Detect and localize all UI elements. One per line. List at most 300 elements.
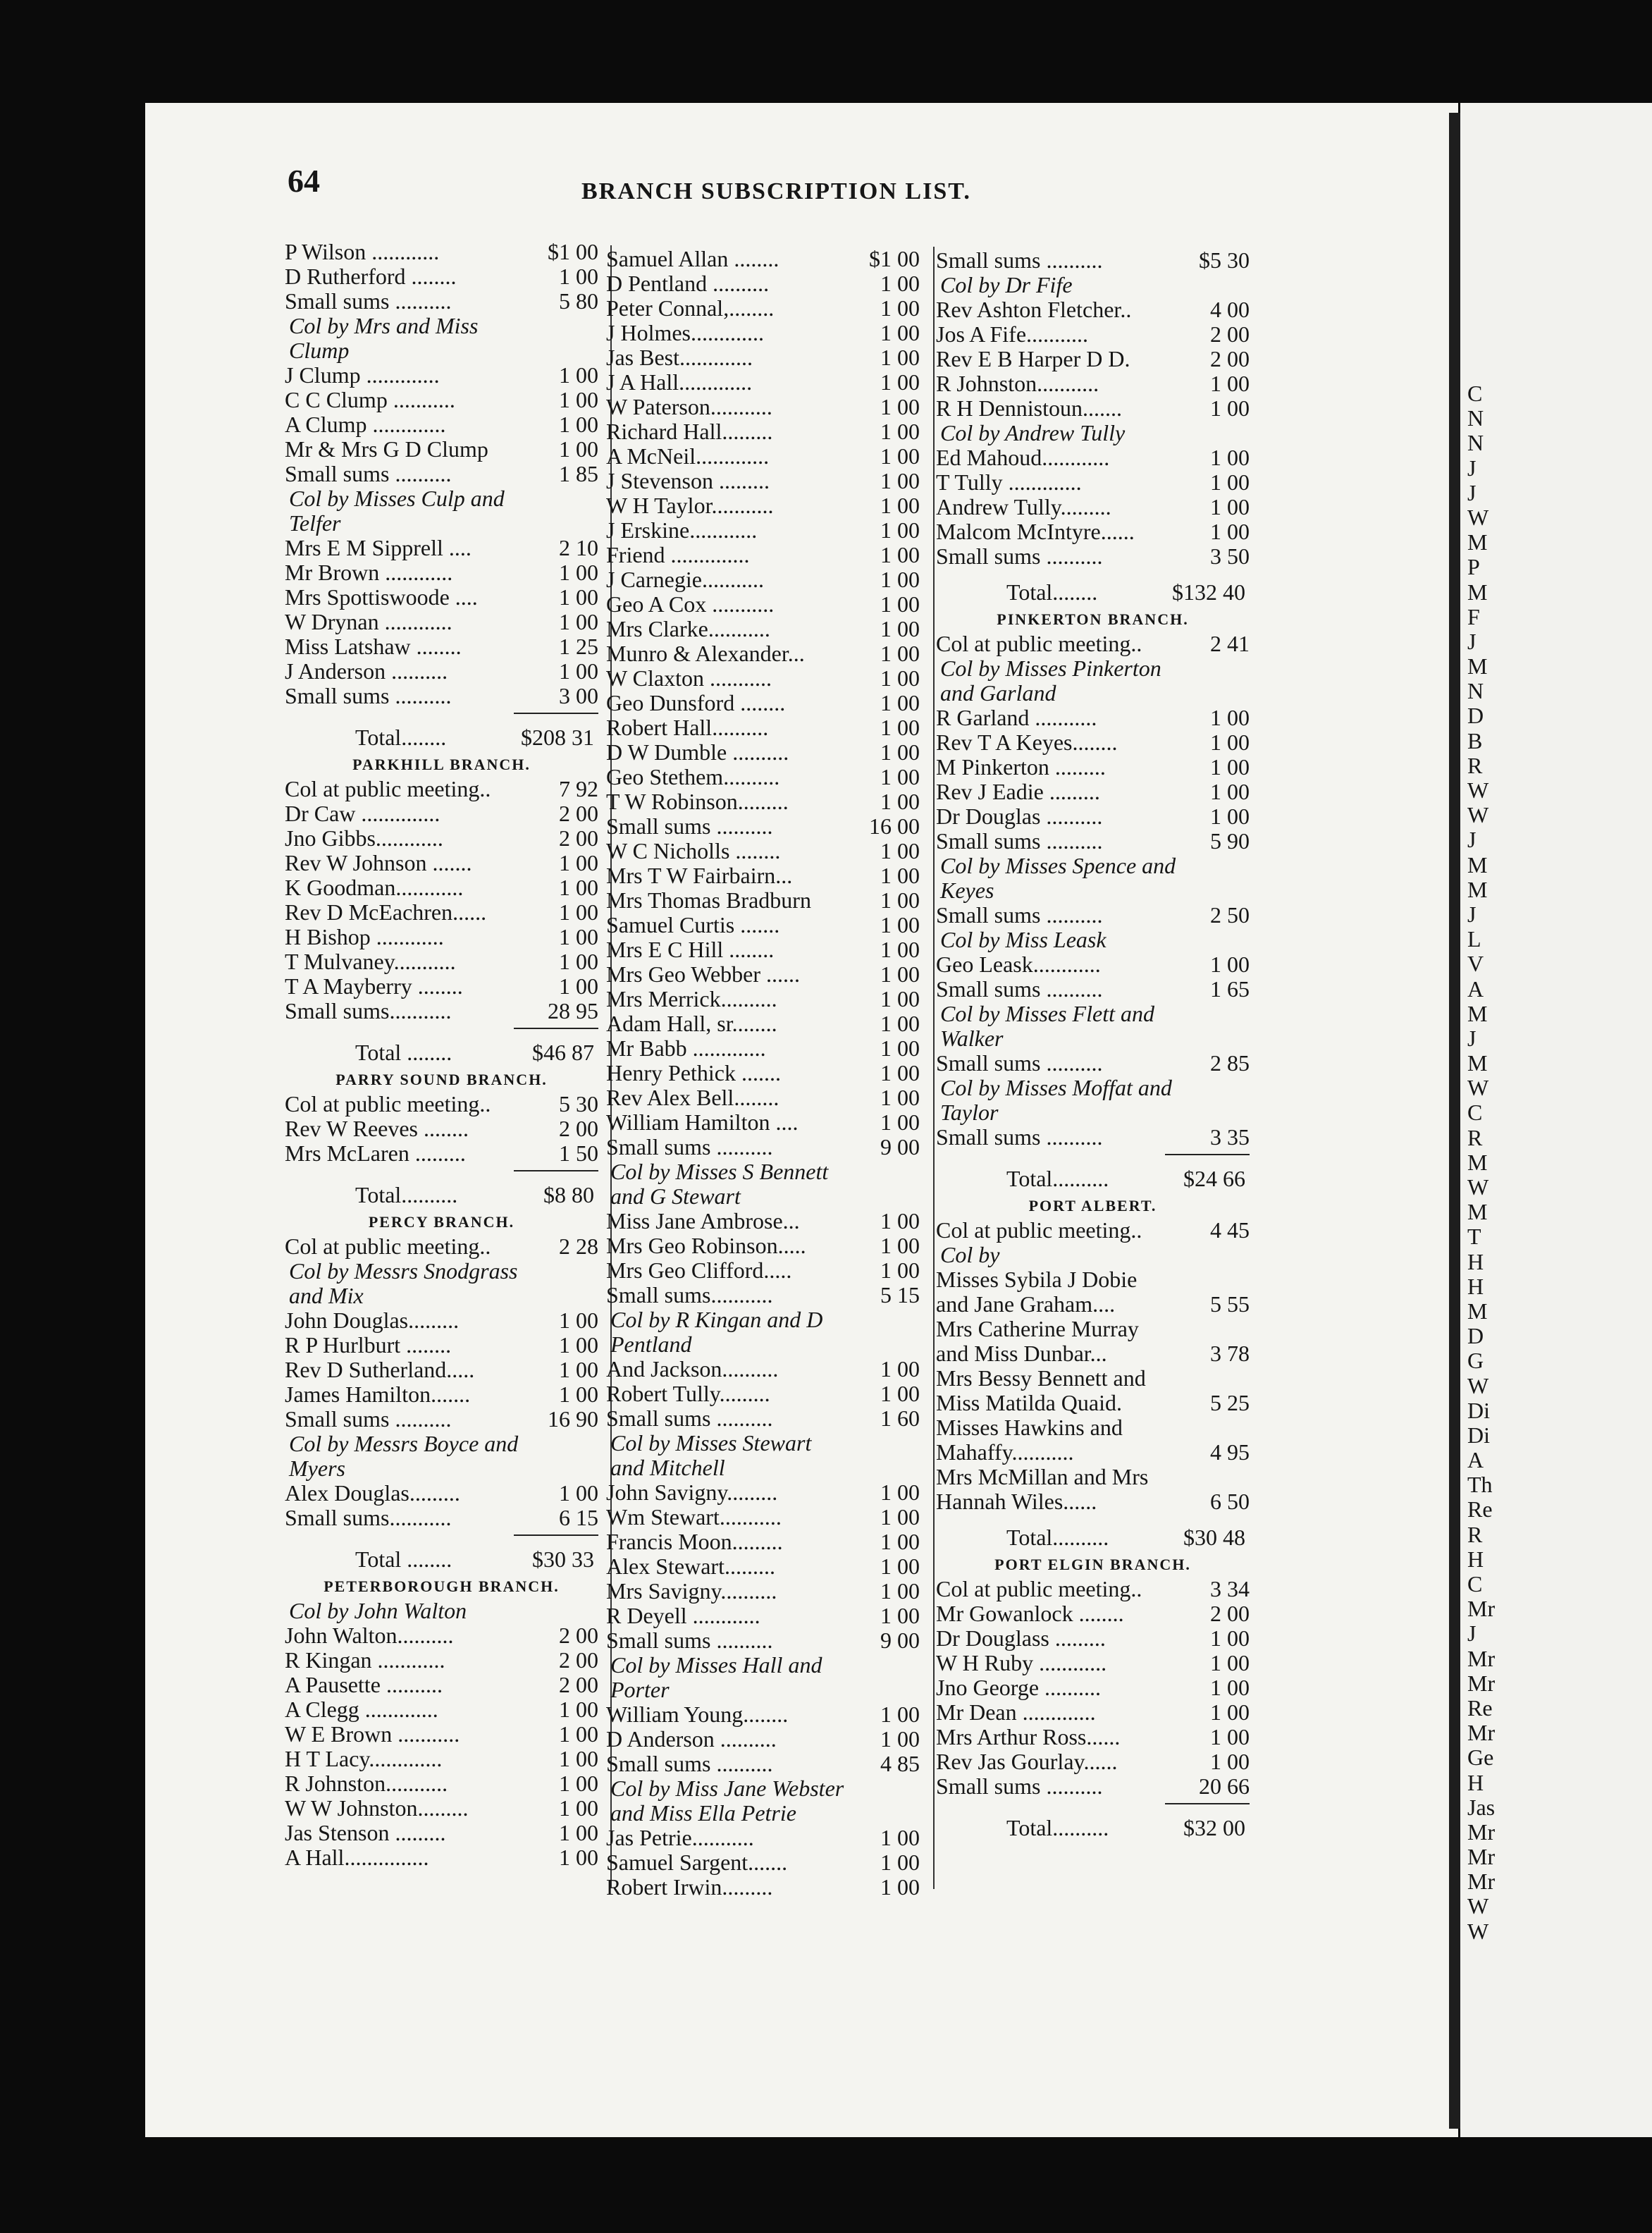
- subscriber-name: W Paterson...........: [606, 395, 772, 419]
- collector-note: Col by Mrs and Miss: [289, 313, 479, 338]
- subscriber-name: Friend ..............: [606, 543, 750, 567]
- amount: 1 00: [1210, 494, 1250, 519]
- subscription-row: [606, 1234, 920, 1258]
- collector-note: Col by Miss Leask: [940, 927, 1107, 952]
- subscription-row: [285, 974, 598, 999]
- subscription-row: [606, 1135, 920, 1159]
- subscriber-name: Mrs Savigny..........: [606, 1579, 777, 1604]
- subscriber-name: Small sums ..........: [936, 903, 1103, 928]
- subscription-row: [606, 863, 920, 888]
- subscription-row: [285, 1845, 598, 1870]
- subscriber-name: R Kingan ............: [285, 1648, 445, 1673]
- subscriber-name: John Douglas.........: [285, 1308, 460, 1333]
- subscription-row: [936, 1489, 1250, 1514]
- subscription-row: [285, 949, 598, 974]
- subscriber-name: Mr & Mrs G D Clump: [285, 437, 488, 462]
- subscription-row: [285, 1821, 598, 1845]
- facing-page-fragment: H: [1467, 1769, 1484, 1795]
- amount: 1 00: [880, 739, 920, 765]
- subscriber-name: Small sums ..........: [606, 1752, 773, 1776]
- subscriber-name: Rev Ashton Fletcher..: [936, 297, 1132, 322]
- collector-note: Col by Messrs Boyce and: [289, 1431, 519, 1456]
- subscriber-name: Small sums ..........: [606, 1406, 773, 1431]
- subscription-row: [606, 493, 920, 518]
- subscription-row: [936, 1601, 1250, 1626]
- branch-heading: PORT ALBERT.: [1028, 1197, 1157, 1214]
- branch-heading: PERCY BRANCH.: [368, 1213, 515, 1231]
- subscriber-name: W W Johnston.........: [285, 1796, 469, 1821]
- amount: 1 00: [559, 899, 598, 925]
- facing-page-fragment: J: [1467, 1620, 1477, 1647]
- facing-page-fragment: Mr: [1467, 1670, 1496, 1696]
- subscriber-name: Small sums ..........: [936, 544, 1103, 569]
- subscriber-name: Mrs Geo Clifford.....: [606, 1258, 792, 1283]
- subscription-row: [285, 1308, 598, 1333]
- subscriber-name: William Hamilton ....: [606, 1110, 799, 1135]
- subscription-row: [936, 1651, 1250, 1675]
- page-number: 64: [288, 163, 320, 199]
- subscriber-name: Small sums ..........: [285, 1407, 452, 1432]
- amount: 1 00: [559, 1746, 598, 1771]
- collector-note: Telfer: [289, 510, 341, 536]
- amount: 1 65: [1210, 976, 1250, 1002]
- amount: 4 45: [1210, 1217, 1250, 1243]
- subscription-row: [936, 829, 1250, 854]
- amount: 1 00: [880, 961, 920, 987]
- subscriber-name: Adam Hall, sr........: [606, 1011, 777, 1036]
- subscriber-name: Ed Mahoud............: [936, 445, 1110, 470]
- subscriber-name: Col at public meeting..: [285, 1092, 491, 1116]
- subscription-row: [285, 1481, 598, 1506]
- branch-heading: PORT ELGIN BRANCH.: [994, 1556, 1191, 1573]
- subscriber-name: Mrs T W Fairbairn...: [606, 863, 793, 888]
- facing-page-fragment: H: [1467, 1546, 1484, 1572]
- amount: 1 00: [880, 443, 920, 469]
- subscriber-name: Malcom McIntyre......: [936, 519, 1135, 544]
- subscription-row: [936, 1725, 1250, 1749]
- collector-note: and G Stewart: [610, 1183, 741, 1209]
- subscriber-name: Rev W Reeves ........: [285, 1116, 469, 1141]
- subscription-row: [285, 560, 598, 585]
- subscription-row: [606, 888, 920, 913]
- subscriber-name: Small sums ..........: [936, 1125, 1103, 1150]
- total-amount: $46 87: [532, 1040, 594, 1065]
- subscription-row: [606, 765, 920, 789]
- amount: 1 00: [880, 369, 920, 395]
- facing-page-fragment: Mr: [1467, 1720, 1496, 1746]
- subscription-row: [606, 395, 920, 419]
- facing-page-fragment: W: [1467, 1893, 1489, 1919]
- subscriber-name: John Savigny.........: [606, 1480, 778, 1505]
- subscription-row: [285, 388, 598, 412]
- amount: 1 00: [559, 949, 598, 974]
- amount: 5 55: [1210, 1291, 1250, 1317]
- subscriber-name: Mrs Merrick..........: [606, 987, 777, 1011]
- subscriber-name: Mr Brown ............: [285, 560, 453, 585]
- subscription-row: [285, 851, 598, 875]
- subscriber-name: Mrs Arthur Ross......: [936, 1725, 1121, 1749]
- amount: 5 30: [559, 1091, 598, 1116]
- amount: 1 00: [880, 1825, 920, 1850]
- collector-note: Col by Misses Stewart: [610, 1430, 812, 1456]
- subscriber-name: Mrs Catherine Murray: [936, 1317, 1139, 1341]
- amount: 1 00: [559, 1845, 598, 1870]
- amount: 6 15: [559, 1505, 598, 1530]
- subscriber-name: Geo A Cox ...........: [606, 592, 775, 617]
- amount: 1 00: [880, 1702, 920, 1727]
- subscriber-name: W H Ruby ............: [936, 1651, 1107, 1675]
- subscriber-name: Small sums ..........: [606, 814, 773, 839]
- subscription-row: [285, 900, 598, 925]
- subscriber-name: Jas Petrie...........: [606, 1826, 754, 1850]
- facing-page-fragment: J: [1467, 455, 1477, 481]
- column-divider: [933, 247, 935, 1889]
- total-label: Total..........: [355, 1182, 458, 1207]
- subscription-row: [936, 1341, 1250, 1366]
- collector-note: and Miss Ella Petrie: [610, 1800, 796, 1826]
- subscription-row: [285, 777, 598, 801]
- amount: 1 00: [880, 542, 920, 567]
- amount: 1 00: [880, 345, 920, 370]
- branch-total: [936, 1514, 1250, 1551]
- facing-page-fragment: T: [1467, 1224, 1481, 1250]
- subscription-row: [606, 370, 920, 395]
- amount: 1 00: [1210, 1675, 1250, 1700]
- subscriber-name: R Johnston...........: [936, 371, 1099, 396]
- subscription-row: [606, 1110, 920, 1135]
- facing-page-fragment: A: [1467, 976, 1484, 1002]
- branch-total: [936, 1804, 1250, 1841]
- amount: 2 50: [1210, 902, 1250, 928]
- subscription-row: [606, 913, 920, 937]
- subscriber-name: And Jackson..........: [606, 1357, 779, 1382]
- facing-page-fragment: P: [1467, 554, 1480, 580]
- subscriber-name: Rev D Sutherland.....: [285, 1358, 475, 1382]
- subscriber-name: Robert Tully.........: [606, 1382, 770, 1406]
- collector-note: Keyes: [940, 878, 994, 903]
- subscriber-name: J A Hall.............: [606, 370, 753, 395]
- subscriber-name: Mr Babb .............: [606, 1036, 766, 1061]
- subscriber-name: W E Brown ...........: [285, 1722, 460, 1747]
- amount: 2 28: [559, 1234, 598, 1259]
- amount: 1 00: [1210, 705, 1250, 730]
- subscription-row: [606, 345, 920, 370]
- amount: 1 00: [880, 1480, 920, 1505]
- subscriber-name: Geo Dunsford ........: [606, 691, 786, 715]
- subscriber-name: R Deyell ............: [606, 1604, 760, 1628]
- subscription-row: [285, 634, 598, 659]
- amount: 4 85: [880, 1751, 920, 1776]
- subscriber-name: Rev Jas Gourlay......: [936, 1749, 1118, 1774]
- subscriber-name: Small sums ..........: [606, 1135, 773, 1159]
- facing-page-fragment: M: [1467, 579, 1488, 605]
- subscriber-name: D Pentland ..........: [606, 271, 770, 296]
- facing-page-fragment: W: [1467, 777, 1489, 803]
- subscriber-name: Robert Irwin.........: [606, 1875, 773, 1900]
- collector-note: Col by Misses S Bennett: [610, 1159, 829, 1184]
- collector-note: Pentland: [610, 1331, 692, 1357]
- subscriber-name: Henry Pethick .......: [606, 1061, 781, 1085]
- subscriber-name: Rev W Johnson .......: [285, 851, 472, 875]
- amount: 2 10: [559, 535, 598, 560]
- subscriber-name: Dr Caw ..............: [285, 801, 440, 826]
- facing-page-fragment: W: [1467, 1174, 1489, 1200]
- subscriber-name: Geo Stethem..........: [606, 765, 780, 789]
- amount: 1 00: [880, 986, 920, 1011]
- amount: 1 00: [559, 387, 598, 412]
- subscription-row: [936, 730, 1250, 755]
- subscriber-name: Alex Douglas.........: [285, 1481, 460, 1506]
- amount: 1 00: [559, 1332, 598, 1358]
- subscription-row: [606, 1826, 920, 1850]
- subscription-row: [936, 1391, 1250, 1415]
- subscription-row: [936, 1700, 1250, 1725]
- subscriber-name: William Young........: [606, 1702, 789, 1727]
- collector-note: Col by Misses Hall and: [610, 1652, 822, 1678]
- facing-page-fragment: Mr: [1467, 1869, 1496, 1895]
- amount: 1 00: [559, 436, 598, 462]
- subscription-row: [606, 1850, 920, 1875]
- amount: 1 00: [1210, 445, 1250, 470]
- amount: 1 00: [1210, 469, 1250, 495]
- subscriber-name: Mrs E C Hill ........: [606, 937, 775, 962]
- amount: 1 00: [559, 1820, 598, 1845]
- subscription-row: [606, 1530, 920, 1554]
- amount: 1 25: [559, 634, 598, 659]
- subscription-row: [606, 1727, 920, 1752]
- subscription-row: [285, 1141, 598, 1166]
- facing-page-fragment: W: [1467, 1372, 1489, 1398]
- amount: 1 00: [880, 838, 920, 863]
- facing-page-fragment: D: [1467, 703, 1484, 729]
- amount: 1 00: [559, 1771, 598, 1796]
- subscription-row: [936, 706, 1250, 730]
- collector-note: Walker: [940, 1026, 1004, 1051]
- amount: 5 80: [559, 288, 598, 314]
- amount: 1 00: [1210, 395, 1250, 421]
- subscription-row: [606, 1579, 920, 1604]
- collector-note: Col by Misses Flett and: [940, 1001, 1154, 1026]
- subscriber-name: Small sums ..........: [285, 684, 452, 708]
- amount: 1 00: [1210, 804, 1250, 829]
- subscriber-name: James Hamilton.......: [285, 1382, 471, 1407]
- subscriber-name: Geo Leask............: [936, 952, 1101, 977]
- amount: 1 00: [559, 584, 598, 610]
- subscription-row: [936, 1292, 1250, 1317]
- total-amount: $8 80: [543, 1182, 594, 1207]
- facing-page-fragment: N: [1467, 430, 1484, 456]
- subscription-row: [285, 1771, 598, 1796]
- subscription-row: [936, 1125, 1250, 1150]
- amount: 1 00: [880, 567, 920, 592]
- amount: 1 00: [880, 468, 920, 493]
- subscriber-name: J Anderson ..........: [285, 659, 448, 684]
- subscription-row: [285, 1506, 598, 1530]
- branch-total: [285, 714, 598, 751]
- subscriber-name: Miss Jane Ambrose...: [606, 1209, 800, 1234]
- amount: 1 00: [880, 665, 920, 691]
- subscription-row: [285, 875, 598, 900]
- subscription-row: [606, 543, 920, 567]
- subscription-row: [936, 903, 1250, 928]
- amount: 1 00: [1210, 779, 1250, 804]
- subscription-row: [285, 1407, 598, 1432]
- amount: 1 00: [880, 1208, 920, 1234]
- subscriber-name: Small sums ..........: [285, 289, 452, 314]
- subscriber-name: W Claxton ...........: [606, 666, 772, 691]
- subscriber-name: Miss Latshaw ........: [285, 634, 462, 659]
- total-amount: $208 31: [521, 725, 594, 750]
- amount: 20 66: [1199, 1773, 1250, 1799]
- amount: 2 00: [559, 825, 598, 851]
- subscription-row: [606, 469, 920, 493]
- subscription-row: [285, 1382, 598, 1407]
- amount: 2 00: [1210, 321, 1250, 347]
- facing-page-fragment: Mr: [1467, 1844, 1496, 1870]
- amount: 1 60: [880, 1405, 920, 1431]
- facing-page-fragment: Re: [1467, 1694, 1493, 1721]
- subscription-row: [936, 1218, 1250, 1243]
- collector-note: Col by Andrew Tully: [940, 420, 1126, 445]
- subscriber-name: Samuel Curtis .......: [606, 913, 780, 937]
- subscriber-name: Mrs Bessy Bennett and: [936, 1366, 1146, 1391]
- amount: $5 30: [1199, 247, 1250, 273]
- collector-note: Col by John Walton: [289, 1598, 467, 1623]
- amount: 1 00: [880, 394, 920, 419]
- branch-heading: PINKERTON BRANCH.: [997, 610, 1189, 628]
- amount: 7 92: [559, 776, 598, 801]
- amount: 1 00: [559, 924, 598, 949]
- amount: 1 00: [880, 1603, 920, 1628]
- amount: 4 95: [1210, 1439, 1250, 1465]
- facing-page-fragment: Di: [1467, 1397, 1490, 1423]
- amount: 3 00: [559, 683, 598, 708]
- subscription-row: [606, 271, 920, 296]
- subscription-row: [606, 1702, 920, 1727]
- amount: 1 00: [559, 362, 598, 388]
- facing-page-fragment: A: [1467, 1447, 1484, 1473]
- subscriber-name: W C Nicholls ........: [606, 839, 781, 863]
- subscription-row: [285, 264, 598, 289]
- subscriber-name: Mrs McLaren .........: [285, 1141, 466, 1166]
- subscriber-name: Small sums ..........: [936, 829, 1103, 854]
- facing-page-fragment: W: [1467, 1918, 1489, 1944]
- facing-page-fragment: J: [1467, 901, 1477, 927]
- facing-page-fragment: Mr: [1467, 1819, 1496, 1845]
- subscription-row: [606, 987, 920, 1011]
- subscription-row: [606, 1061, 920, 1085]
- amount: 3 78: [1210, 1341, 1250, 1366]
- subscriber-name: Rev J Eadie .........: [936, 780, 1100, 804]
- total-amount: $32 00: [1183, 1815, 1245, 1840]
- subscription-row: [285, 999, 598, 1023]
- amount: 1 00: [880, 1381, 920, 1406]
- subscriber-name: Mr Gowanlock ........: [936, 1601, 1124, 1626]
- amount: 16 00: [869, 813, 920, 839]
- subscriber-name: Col at public meeting..: [285, 1234, 491, 1259]
- amount: 1 00: [559, 658, 598, 684]
- subscriber-name: Jas Stenson .........: [285, 1821, 446, 1845]
- facing-page-fragment: C: [1467, 1100, 1483, 1126]
- subscription-row: [285, 1358, 598, 1382]
- amount: 1 00: [880, 616, 920, 641]
- subscriber-name: J Holmes.............: [606, 321, 764, 345]
- subscription-row: [606, 1752, 920, 1776]
- subscriber-name: R Johnston...........: [285, 1771, 448, 1796]
- facing-page-fragment: V: [1467, 951, 1484, 977]
- subscription-row: [285, 1722, 598, 1747]
- subscriber-name: T W Robinson.........: [606, 789, 789, 814]
- subscriber-name: Francis Moon.........: [606, 1530, 783, 1554]
- subscription-row: [936, 544, 1250, 569]
- subscription-row: [606, 419, 920, 444]
- subscriber-name: A Hall...............: [285, 1845, 429, 1870]
- subscription-row: [936, 322, 1250, 347]
- subscription-row: [936, 755, 1250, 780]
- amount: 16 90: [548, 1406, 598, 1432]
- facing-page-fragment: W: [1467, 802, 1489, 828]
- subscription-row: [606, 1505, 920, 1530]
- facing-page-fragment: Ge: [1467, 1745, 1494, 1771]
- subscriber-name: Mr Dean .............: [936, 1700, 1096, 1725]
- subscriber-name: Jos A Fife...........: [936, 322, 1089, 347]
- amount: 2 00: [559, 1116, 598, 1141]
- subscription-row: [285, 1796, 598, 1821]
- subscription-row: [936, 297, 1250, 322]
- collector-note: Col by Misses Culp and: [289, 486, 505, 511]
- amount: 1 00: [880, 1726, 920, 1752]
- amount: 1 00: [880, 789, 920, 814]
- facing-page-fragment: N: [1467, 405, 1484, 431]
- subscriber-name: R P Hurlburt ........: [285, 1333, 452, 1358]
- amount: 1 00: [559, 973, 598, 999]
- collector-note: and Mix: [289, 1283, 364, 1308]
- subscriber-name: H T Lacy.............: [285, 1747, 443, 1771]
- facing-page-fragment: Di: [1467, 1422, 1490, 1448]
- subscription-row: [606, 1554, 920, 1579]
- subscription-row: [285, 363, 598, 388]
- subscriber-name: Mrs Clarke...........: [606, 617, 770, 641]
- subscription-row: [606, 1628, 920, 1653]
- amount: 1 00: [880, 320, 920, 345]
- facing-page-fragment: W: [1467, 504, 1489, 530]
- subscription-row: [285, 1648, 598, 1673]
- subscriber-name: Robert Hall..........: [606, 715, 769, 740]
- subscription-row: [936, 371, 1250, 396]
- facing-page-fragment: Mr: [1467, 1645, 1496, 1671]
- amount: 3 50: [1210, 543, 1250, 569]
- subscriber-name: Richard Hall.........: [606, 419, 773, 444]
- facing-page-fragment: J: [1467, 827, 1477, 853]
- amount: 1 00: [880, 1529, 920, 1554]
- facing-page-fragment: W: [1467, 1075, 1489, 1101]
- subscription-row: [936, 1626, 1250, 1651]
- amount: 1 00: [880, 641, 920, 666]
- subscription-row: [606, 666, 920, 691]
- subscriber-name: Small sums ..........: [606, 1628, 773, 1653]
- collector-note: Clump: [289, 338, 350, 363]
- total-label: Total..........: [1006, 1525, 1109, 1550]
- amount: 1 00: [1210, 1650, 1250, 1675]
- subscription-row: [936, 470, 1250, 495]
- subscription-row: [606, 641, 920, 666]
- amount: 1 00: [559, 1480, 598, 1506]
- subscription-row: [285, 826, 598, 851]
- amount: 1 00: [880, 1085, 920, 1110]
- amount: 1 00: [880, 887, 920, 913]
- subscriber-name: Small sums ..........: [936, 1051, 1103, 1076]
- amount: 1 85: [559, 461, 598, 486]
